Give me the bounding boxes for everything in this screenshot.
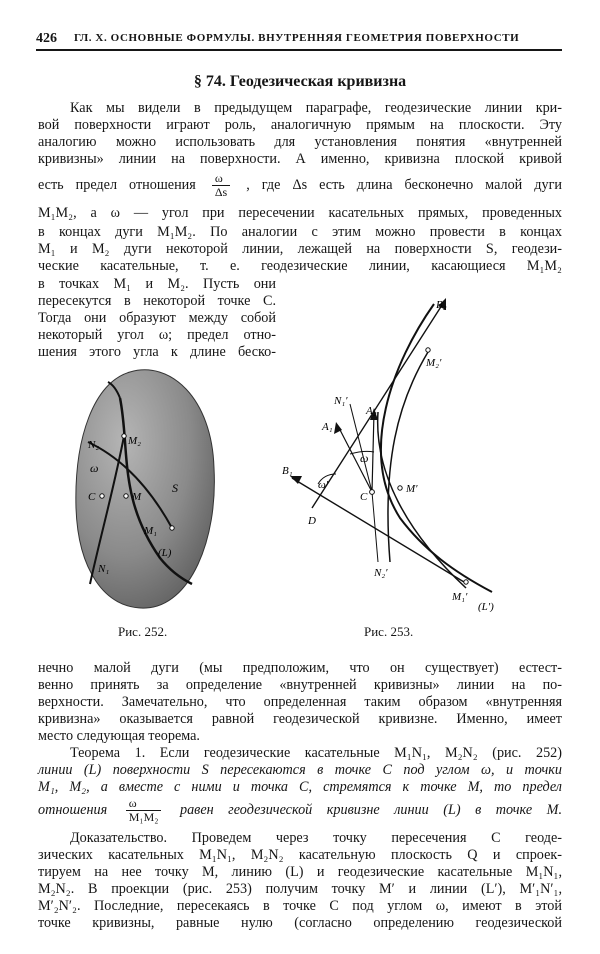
label-m2-prime: M₂′	[426, 357, 442, 369]
point-m-prime	[398, 486, 402, 490]
text-line: кривизна» оказывается равной геодезической кривизне. Именно, имеет	[38, 711, 562, 727]
running-header	[36, 31, 562, 51]
line-cn1	[350, 404, 372, 492]
text-line: нечно малой дуги (мы предположим, что он существует) естест-	[38, 660, 562, 676]
label-m: M	[132, 491, 142, 503]
label-l-prime: (L′)	[478, 601, 494, 612]
text-line: венно принять за определение «внутренней кривизны» линии на по-	[38, 677, 562, 693]
label-a1: A₁	[322, 421, 333, 433]
running-title: ГЛ. X. ОСНОВНЫЕ ФОРМУЛЫ. ВНУТРЕННЯЯ ГЕОМЕТРИЯ ПОВЕРХНОСТИ	[74, 32, 520, 44]
text-line: верхности. Замечательно, что определенная таким образом «внутренняя	[38, 694, 562, 710]
text-line: место следующая теорема.	[38, 728, 200, 744]
label-omega-prime: ω′	[318, 479, 329, 491]
text-segment: есть предел отношения	[38, 176, 196, 193]
figure-253-caption: Рис. 253.	[364, 624, 414, 639]
theorem-line: Теорема 1. Если геодезические касательные M₁N₁, M₂N₂ (рис. 252)	[70, 745, 562, 761]
section-title: § 74. Геодезическая кривизна	[193, 73, 407, 90]
label-m2: M₂	[128, 435, 141, 447]
text-segment: , где Δs есть длина бесконечно малой дуги	[246, 176, 562, 193]
text-line: аналогию можно использовать для установления понятия «внутренней	[38, 134, 562, 150]
label-m-prime: M′	[406, 483, 418, 495]
theorem-line: линии (L) поверхности S пересекаются в точке C под углом ω, и точки	[38, 762, 562, 778]
figure-252-caption: Рис. 252.	[118, 624, 168, 639]
fraction-denominator: M₁M₂	[128, 810, 159, 824]
label-c: C	[88, 491, 96, 503]
text-segment: равен геодезической кривизне линии (L) в точке M.	[179, 801, 562, 818]
label-b1: B₁	[282, 465, 293, 477]
text-line: пересекутся в некоторой точке C.	[38, 293, 276, 309]
fraction-numerator: ω	[126, 797, 162, 811]
figure-252	[60, 358, 230, 620]
point-m1	[170, 526, 174, 530]
curve-l-prime	[381, 304, 492, 592]
label-b2: B₂	[436, 299, 447, 311]
label-n1-prime: N₁′	[334, 395, 348, 407]
text-line: шения этого угла к длине беско-	[38, 344, 276, 360]
page-number: 426	[36, 31, 57, 46]
proof-line: точке кривизны, равные нулю (согласно определению геодезической	[38, 915, 562, 931]
label-n1-bottom: N₁	[98, 563, 110, 575]
point-c-prime	[370, 490, 375, 495]
proof-line: M′₂N′₂. Последние, пересекаясь в точке C под углом ω, имеют в этой	[38, 898, 562, 914]
label-l: (L)	[158, 547, 172, 559]
figure-253	[278, 292, 568, 612]
tangent-line-b2	[312, 302, 444, 508]
text-line: некоторый угол ω; предел отно-	[38, 327, 276, 343]
text-line: M₁ и M₂ дуги некоторой линии, лежащей на поверхности S, геодези-	[38, 241, 562, 257]
proof-line: Доказательство. Проведем через точку пересечения C геоде-	[70, 830, 562, 846]
label-n2-top: N₂	[88, 439, 100, 451]
label-c: C	[360, 491, 368, 503]
theorem-line-with-fraction	[38, 797, 562, 824]
point-m2-prime	[426, 348, 430, 352]
label-s: S	[172, 481, 178, 495]
point-m1-prime	[464, 580, 468, 584]
proof-line: зических касательных M₁N₁, M₂N₂ касательную плоскость Q и спроек-	[38, 847, 562, 863]
theorem-line: M₁, M₂, а вместе с ними и точка C, стремятся к точке M, то предел	[38, 779, 562, 795]
label-m1: M₁	[144, 525, 157, 537]
fraction-numerator: ω	[212, 172, 230, 186]
text-line: в концах дуги M₁M₂. По аналогии с этим можно провести в концах	[38, 224, 562, 240]
label-m1-prime: M₁′	[452, 591, 468, 603]
fraction-omega-arc	[126, 797, 162, 824]
text-line: M₁M₂, а ω — угол при пересечении касательных прямых, проведенных	[38, 205, 562, 221]
label-omega: ω	[360, 451, 369, 465]
point-m2	[122, 434, 126, 438]
text-line-with-fraction	[38, 172, 562, 199]
tangent-curve-m2	[388, 352, 428, 562]
label-a2: A₂	[366, 405, 377, 417]
text-line: Как мы видели в предыдущем параграфе, геодезические линии кри-	[70, 100, 562, 116]
text-line: Тогда они образуют между собой	[38, 310, 276, 326]
text-line: ческие касательные, т. е. геодезические линии, касающиеся M₁M₂	[38, 258, 562, 274]
proof-line: M₂N₂. В проекции (рис. 253) получим точку M′ и линии (L′), M′₁N′₁,	[38, 881, 562, 897]
text-segment: отношения	[38, 801, 108, 818]
label-n2-prime: N₂′	[374, 567, 388, 579]
label-d: D	[308, 515, 316, 527]
point-c	[100, 494, 104, 498]
text-line: в точках M₁ и M₂. Пусть они	[38, 276, 276, 292]
text-line: кривизны» линии на поверхности. А именно, кривизна плоской кривой	[38, 151, 562, 167]
point-m	[124, 494, 128, 498]
proof-line: тируем на нее точку M, линию (L) и геодезические касательные M₁N₁,	[38, 864, 562, 880]
fraction-omega-ds	[212, 172, 230, 199]
label-omega: ω	[90, 461, 99, 475]
fraction-denominator: Δs	[214, 185, 228, 199]
text-line: вой поверхности играют роль, аналогичную прямым на плоскости. Эту	[38, 117, 562, 133]
